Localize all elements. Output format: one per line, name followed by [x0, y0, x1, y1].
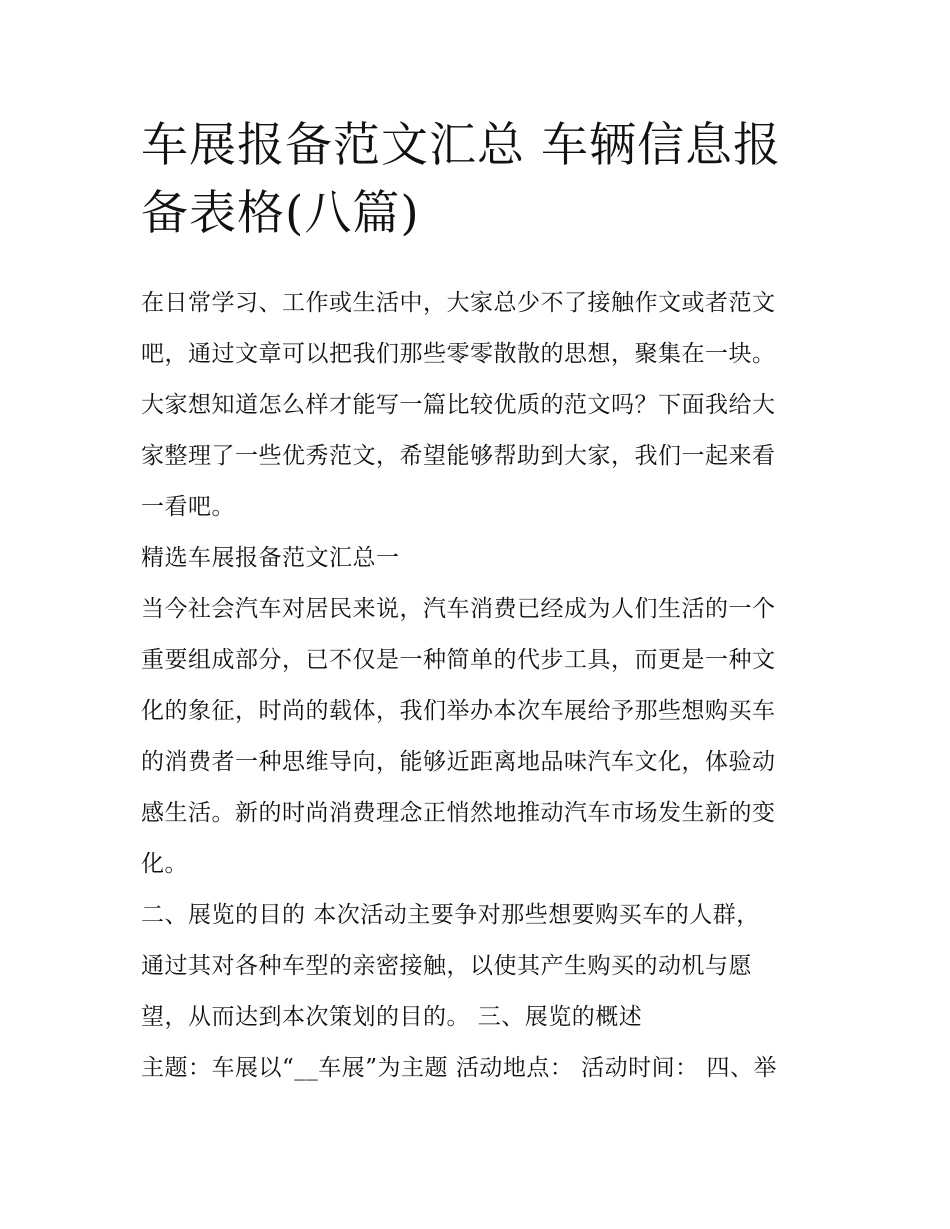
intro-paragraph: 在日常学习、工作或生活中，大家总少不了接触作文或者范文 吧，通过文章可以把我们那些零零散散的思想，聚集在一块。 大家想知道怎么样才能写一篇比较优质的范文吗？下面我给大 家整理了一些优秀范文，希望能够帮助到大家，我们一起来看 一看吧。	[141, 290, 776, 520]
body-paragraph: 二、展览的目的 本次活动主要争对那些想要购买车的人群， 通过其对各种车型的亲密接触，以使其产生购买的动机与愿 望，从而达到本次策划的目的。 三、展览的概述	[141, 902, 760, 1030]
body-paragraph: 主题：车展以“__车展”为主题 活动地点： 活动时间： 四、举	[141, 1055, 777, 1081]
body-paragraph: 当今社会汽车对居民来说，汽车消费已经成为人们生活的一个 重要组成部分，已不仅是一种简单的代步工具，而更是一种文 化的象征，时尚的载体，我们举办本次车展给予那些想购买车 的消费者一种思维导向，能够近距离地品味汽车文化，体验动 感生活。新的时尚消费理念正悄然地推动汽车市场发生新的变 化。	[141, 596, 776, 877]
section-heading: 精选车展报备范文汇总一	[141, 545, 400, 571]
document-page	[141, 112, 816, 1094]
document-title: 车展报备范文汇总 车辆信息报 备表格(八篇)	[141, 118, 781, 241]
document-body	[141, 278, 816, 1094]
